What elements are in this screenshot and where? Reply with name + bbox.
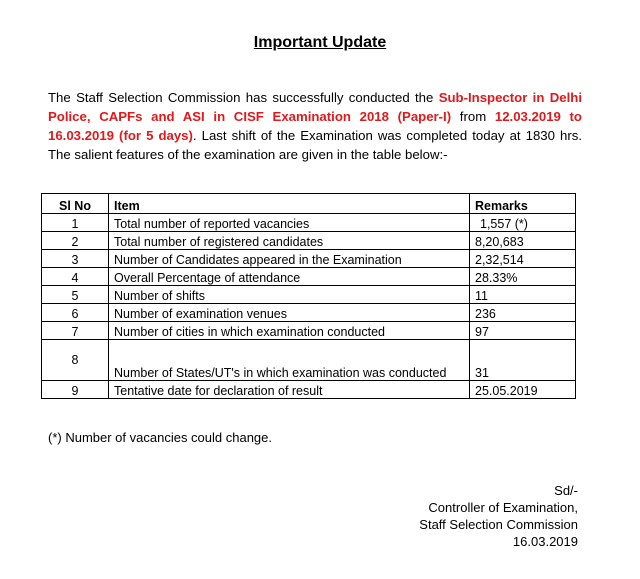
intro-text-2: from [451, 109, 495, 124]
cell-sl: 6 [42, 304, 109, 322]
intro-text-1: The Staff Selection Commission has successfully conducted the [48, 90, 439, 105]
table-header-row [42, 194, 576, 214]
signature-sd: Sd/- [554, 483, 578, 498]
signature-date: 16.03.2019 [512, 534, 578, 549]
exam-dates: 12.03.2019 to 16.03.2019 (for 5 days) [48, 109, 582, 143]
table-row [42, 322, 576, 340]
cell-remarks: 25.05.2019 [470, 381, 576, 399]
cell-item: Tentative date for declaration of result [109, 381, 470, 399]
table-row [42, 268, 576, 286]
signature-block [419, 482, 578, 550]
page-title: Important Update [253, 34, 387, 51]
exam-name: Sub-Inspector in Delhi Police, CAPFs and ASI in CISF Examination 2018 (Paper-I) [48, 90, 582, 124]
table-row [42, 232, 576, 250]
cell-remarks: 236 [470, 304, 576, 322]
cell-sl: 3 [42, 250, 109, 268]
cell-item: Number of examination venues [109, 304, 470, 322]
cell-sl: 1 [42, 214, 109, 232]
table-row [42, 340, 576, 381]
table-row [42, 304, 576, 322]
cell-item: Number of States/UT's in which examination was conducted [109, 340, 470, 381]
header-item: Item [109, 194, 470, 214]
header-remarks: Remarks [470, 194, 576, 214]
cell-item: Number of shifts [109, 286, 470, 304]
table-row [42, 286, 576, 304]
cell-remarks: 31 [470, 340, 576, 381]
cell-sl: 5 [42, 286, 109, 304]
cell-item: Total number of reported vacancies [109, 214, 470, 232]
signature-designation: Controller of Examination, [428, 500, 578, 515]
table-row [42, 381, 576, 399]
cell-remarks: 2,32,514 [470, 250, 576, 268]
cell-sl: 7 [42, 322, 109, 340]
signature-organization: Staff Selection Commission [419, 517, 578, 532]
cell-sl: 9 [42, 381, 109, 399]
table-row [42, 250, 576, 268]
cell-item: Total number of registered candidates [109, 232, 470, 250]
cell-remarks: 28.33% [470, 268, 576, 286]
cell-remarks: 1,557 (*) [470, 214, 576, 232]
cell-item: Number of Candidates appeared in the Examination [109, 250, 470, 268]
table-row [42, 214, 576, 232]
features-table [41, 193, 576, 399]
cell-sl: 2 [42, 232, 109, 250]
cell-item: Number of cities in which examination conducted [109, 322, 470, 340]
cell-sl: 4 [42, 268, 109, 286]
cell-remarks: 8,20,683 [470, 232, 576, 250]
cell-item: Overall Percentage of attendance [109, 268, 470, 286]
header-sl-no: Sl No [42, 194, 109, 214]
intro-paragraph [48, 88, 582, 164]
footnote: (*) Number of vacancies could change. [48, 430, 273, 445]
cell-remarks: 97 [470, 322, 576, 340]
intro-text-3: . Last shift of the Examination was completed today at 1830 hrs. The salient features of the examination are given in the table below:- [48, 128, 582, 162]
cell-remarks: 11 [470, 286, 576, 304]
cell-sl: 8 [42, 340, 109, 381]
